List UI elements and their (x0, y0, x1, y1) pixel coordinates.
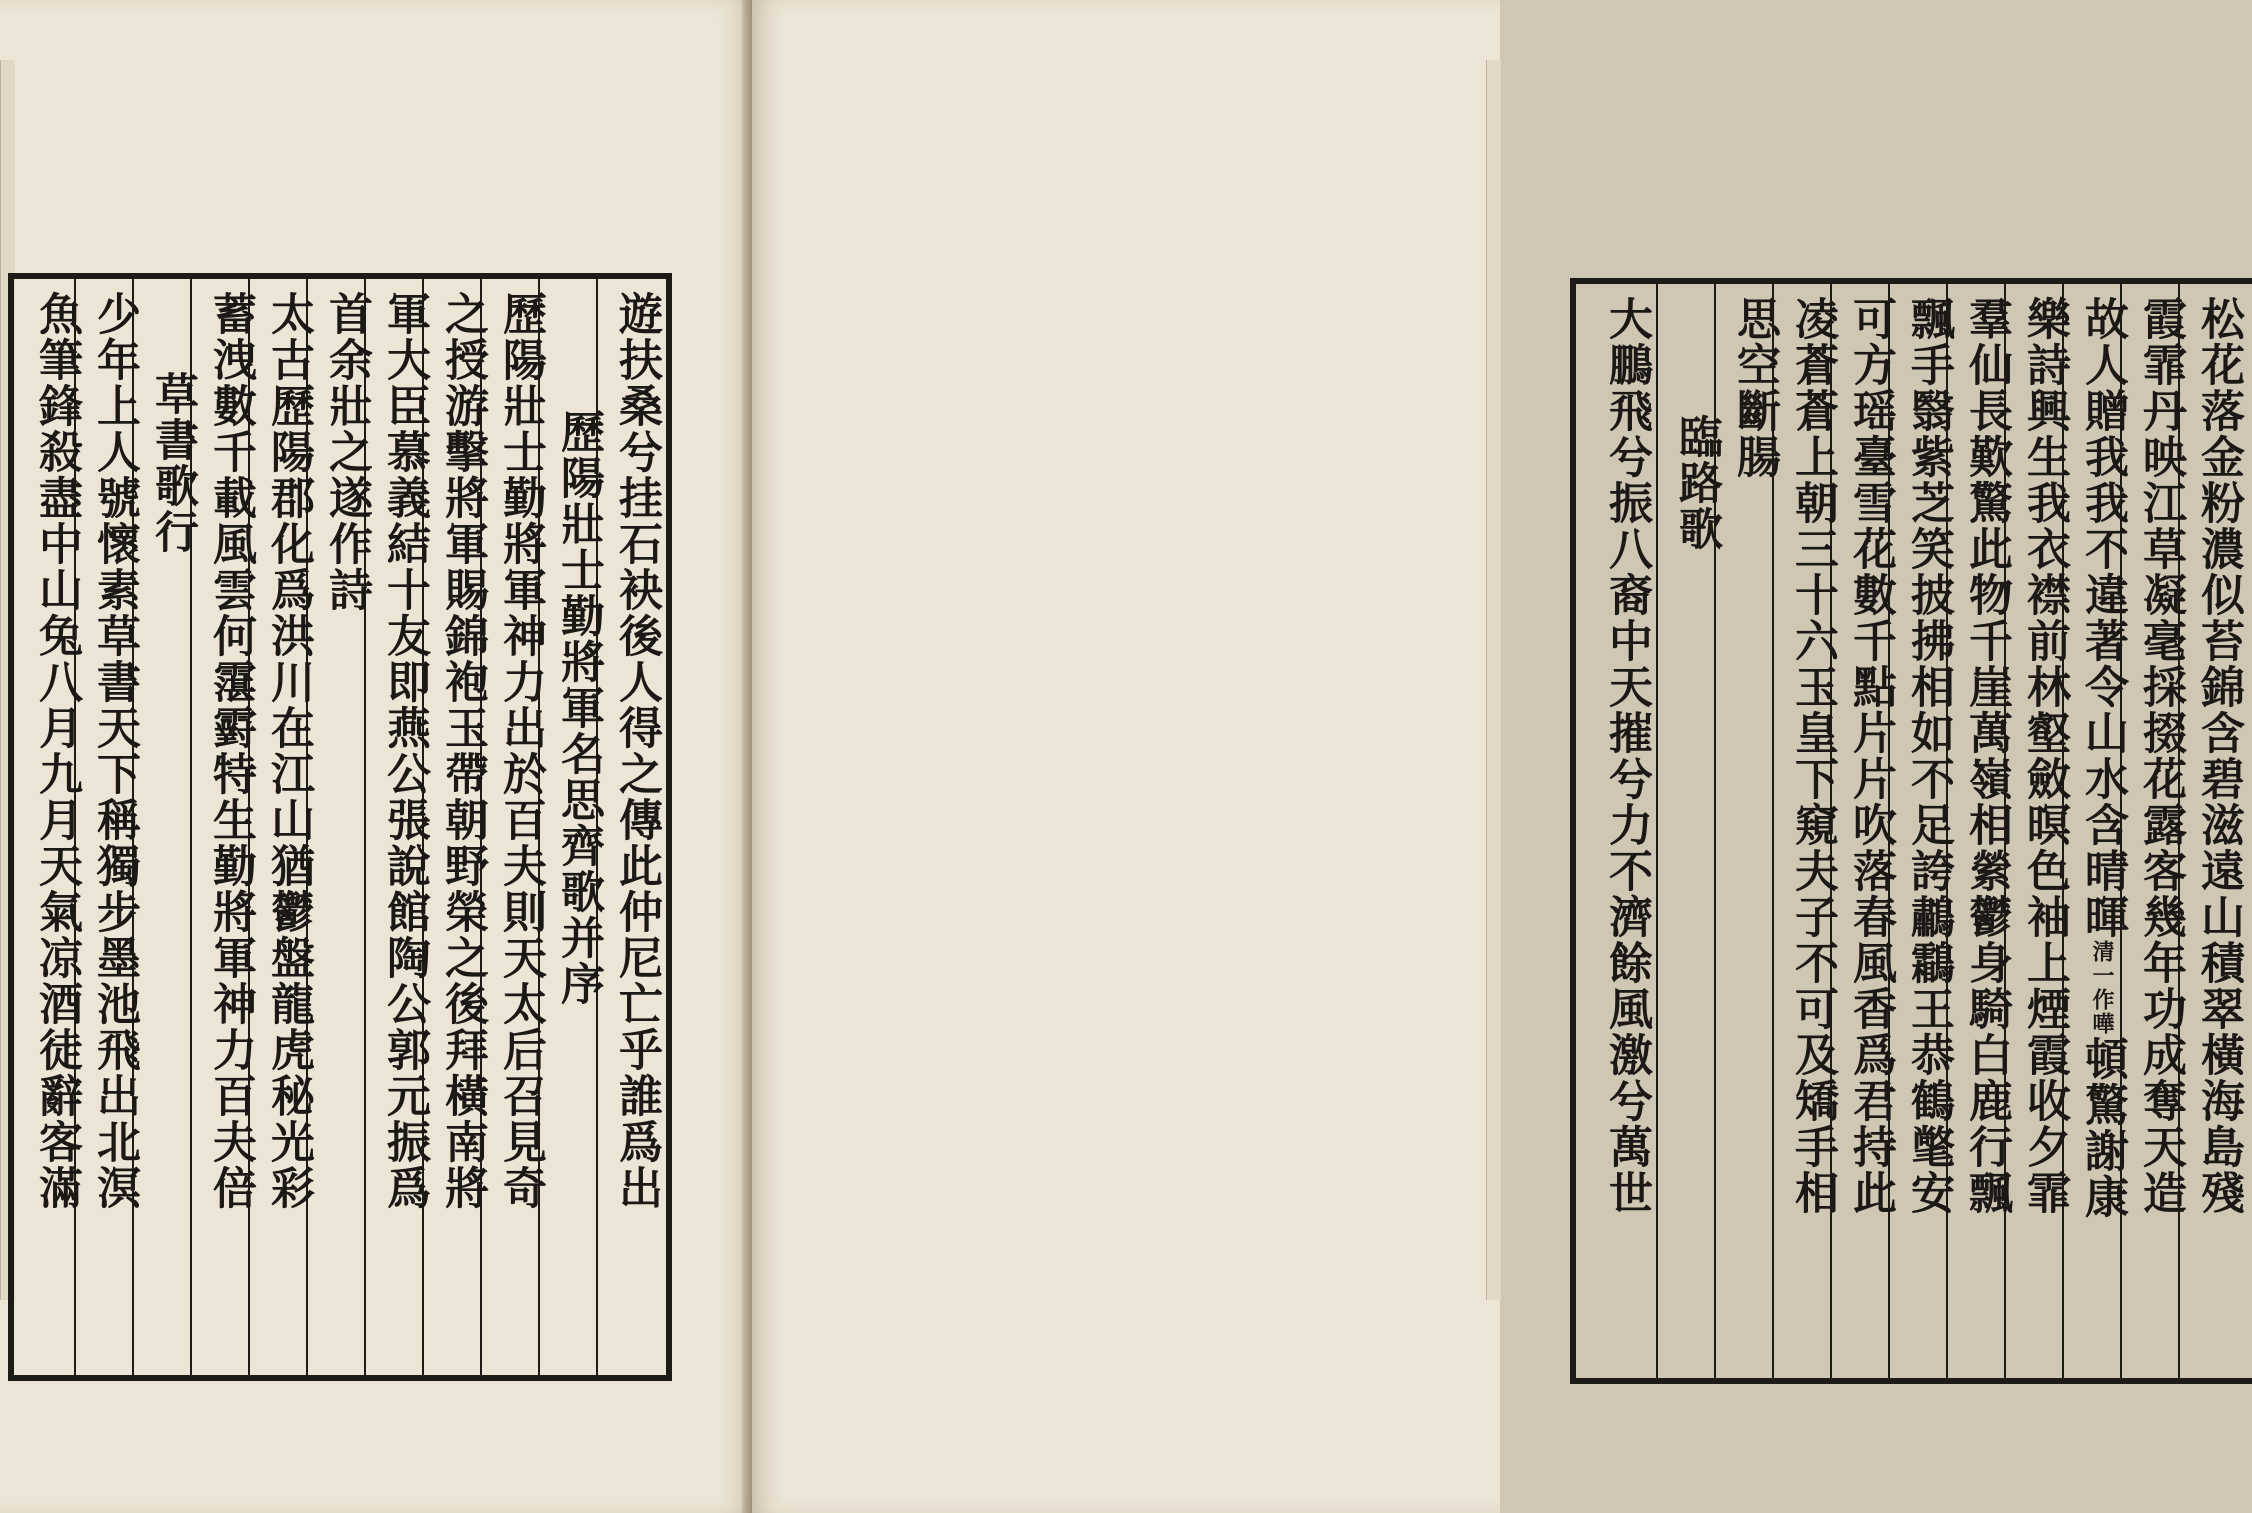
text-column: 松花落金粉濃似苔錦含碧滋遠山積翠橫海島殘 (2193, 296, 2244, 1216)
text-column: 之授游擊將軍賜錦袍玉帶朝野榮之後拜橫南將 (437, 291, 488, 1211)
text-column: 遊扶桑兮挂石袂後人得之傳此仲尼亡乎誰爲出 (611, 291, 662, 1211)
text-column: 大鵬飛兮振八裔中天摧兮力不濟餘風激兮萬世 (1601, 296, 1652, 1216)
text-column: 可方瑶臺雪花數千點片片吹落春風香爲君持此 (1845, 296, 1896, 1216)
poem-title: 歷陽壯士勤將軍名思齊歌并序 (553, 409, 604, 1007)
interlinear-note: 清一作嘩 (2089, 940, 2115, 1036)
text-column: 霞霏丹映江草凝毫採掇花露客幾年功成奪天造 (2135, 296, 2186, 1216)
text-column: 歷陽壯士勤將軍神力出於百夫則天太后召見奇 (495, 291, 546, 1211)
right-text-frame (1570, 278, 2252, 1384)
text-column: 蓄洩數千載風雲何霮䨴特生勤將軍神力百夫倍 (205, 291, 256, 1211)
poem-title: 草書歌行 (147, 371, 198, 555)
text-column: 軍大臣慕義結十友即燕公張說館陶公郭元振爲 (379, 291, 430, 1211)
text-column (2076, 296, 2128, 1220)
text-column: 樂詩興生我衣襟前林壑斂暝色袖上煙霞收夕霏 (2019, 296, 2070, 1216)
left-text-frame (8, 273, 672, 1381)
text-column: 少年上人號懷素草書天下稱獨步墨池飛出北溟 (89, 291, 140, 1211)
left-page (0, 0, 752, 1513)
right-page (752, 0, 2244, 1513)
text-column: 魚筆鋒殺盡中山兔八月九月天氣凉酒徒辭客滿 (31, 291, 82, 1211)
right-page-edge (1486, 60, 1501, 1300)
text-column: 凌蒼蒼上朝三十六玉皇下窺夫子不可及矯手相 (1787, 296, 1838, 1216)
column-text: 故人贈我我不違著令山水含晴暉 (2077, 296, 2128, 940)
text-column: 思空斷腸 (1729, 296, 1780, 480)
column-continuation: 頓驚謝康 (2077, 1036, 2128, 1220)
text-column: 飄手翳紫芝笑披拂相如不足誇鷫鸘王恭鶴氅安 (1903, 296, 1954, 1216)
text-column: 首余壯之遂作詩 (321, 291, 372, 613)
text-column: 太古歷陽郡化爲洪川在江山猶鬱盤龍虎秘光彩 (263, 291, 314, 1211)
text-column: 羣仙長歎驚此物千崖萬嶺相縈鬱身騎白鹿行飄 (1961, 296, 2012, 1216)
poem-title: 臨路歌 (1671, 414, 1722, 552)
